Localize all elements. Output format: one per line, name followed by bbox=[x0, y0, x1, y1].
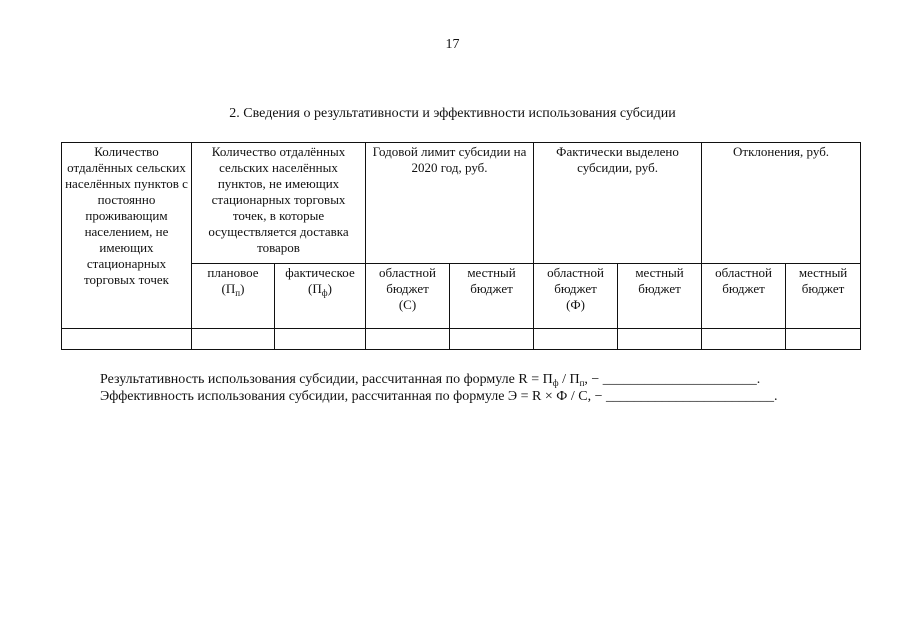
subheader-fact-local: местный бюджет bbox=[618, 264, 702, 329]
header-settlements-with-delivery: Количество отдалённых сельских населённых пунктов, не имеющих стационарных торговых точек, в которые осуществляется доставка товаров bbox=[192, 143, 366, 264]
header-actually-allocated: Фактически выделено субсидии, руб. bbox=[534, 143, 702, 264]
header-settlements-without-stores: Количество отдалённых сельских населённых пунктов с постоянно проживающим населением, не имеющих стационарных торговых точек bbox=[62, 143, 192, 329]
formula-subscript-p: п bbox=[579, 378, 585, 388]
effectiveness-formula-line bbox=[100, 372, 760, 388]
fact-code: (Ф) bbox=[566, 297, 585, 312]
formula-mid: / П bbox=[558, 372, 580, 387]
table-row-empty bbox=[62, 329, 861, 350]
effectiveness-formula-text: Результативность использования субсидии, рассчитанная по формуле R = П bbox=[100, 372, 553, 387]
page-number: 17 bbox=[445, 37, 460, 52]
subheader-planned: плановое $(П_п)$ bbox=[192, 264, 275, 329]
planned-label: плановое bbox=[207, 265, 259, 280]
planned-symbol: П bbox=[225, 281, 236, 296]
limit-code: (С) bbox=[398, 297, 417, 312]
empty-cell[interactable] bbox=[450, 329, 534, 350]
empty-cell[interactable] bbox=[62, 329, 192, 350]
section-title: 2. Сведения о результативности и эффективности использования субсидии bbox=[229, 106, 676, 121]
empty-cell[interactable] bbox=[702, 329, 786, 350]
actual-label: фактическое bbox=[285, 265, 355, 280]
subheader-limit-regional bbox=[366, 264, 450, 329]
planned-subscript: п bbox=[235, 288, 241, 298]
results-table bbox=[61, 142, 861, 350]
header-deviations: Отклонения, руб. bbox=[702, 143, 861, 264]
empty-cell[interactable] bbox=[192, 329, 275, 350]
empty-cell[interactable] bbox=[275, 329, 366, 350]
subheader-deviation-regional: областной бюджет bbox=[702, 264, 786, 329]
subheader-limit-local: местный бюджет bbox=[450, 264, 534, 329]
actual-subscript: ф bbox=[321, 288, 328, 298]
fact-regional-label: областной бюджет bbox=[547, 265, 604, 296]
empty-cell[interactable] bbox=[366, 329, 450, 350]
empty-cell[interactable] bbox=[786, 329, 861, 350]
efficiency-formula-line: Эффективность использования субсидии, рассчитанная по формуле Э = R × Ф / С, − ________________________. bbox=[100, 389, 778, 404]
subheader-deviation-local: местный бюджет bbox=[786, 264, 861, 329]
empty-cell[interactable] bbox=[534, 329, 618, 350]
limit-regional-label: областной бюджет bbox=[379, 265, 436, 296]
effectiveness-blank[interactable]: , − ______________________. bbox=[584, 372, 761, 387]
subheader-fact-regional bbox=[534, 264, 618, 329]
formula-subscript-f: ф bbox=[552, 378, 559, 388]
empty-cell[interactable] bbox=[618, 329, 702, 350]
actual-symbol: П bbox=[312, 281, 322, 296]
subheader-actual: фактическое $(П_ф)$ bbox=[275, 264, 366, 329]
header-annual-limit: Годовой лимит субсидии на 2020 год, руб. bbox=[366, 143, 534, 264]
